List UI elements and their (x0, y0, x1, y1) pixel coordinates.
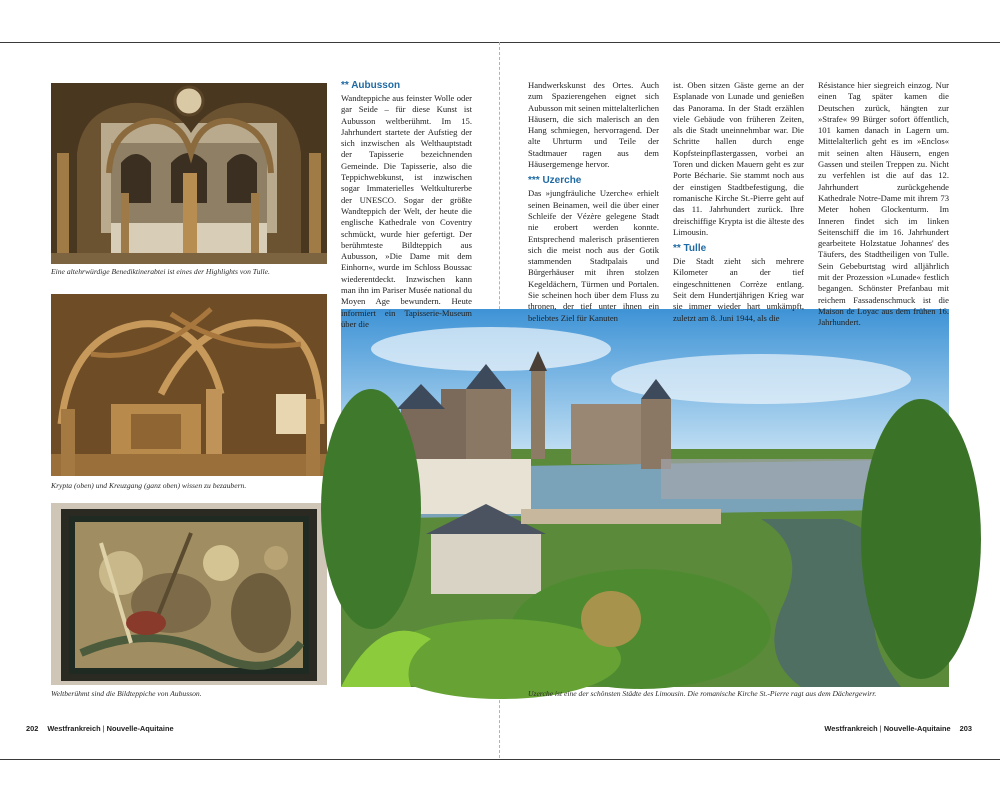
footer-left-section: Westfrankreich (47, 724, 101, 733)
footer-right-separator: | (877, 724, 884, 733)
footer-left-region: Nouvelle-Aquitaine (106, 724, 174, 733)
footer-left-separator: | (100, 724, 107, 733)
crypt-caption: Krypta (oben) und Kreuzgang (ganz oben) wissen zu bezaubern. (51, 481, 247, 490)
crypt-photo (51, 294, 327, 476)
page-number-left: 202 (26, 724, 39, 733)
aubusson-text: Wandteppiche aus feinster Wolle oder gar Seide – für diese Kunst ist Aubusson weltberühmt. Im 15. Jahrhundert startete der Aufstieg der sich inzwischen als Welthauptstadt der Tapisserie bezeichnenden Gemeinde. Die Tapisserie, also die Teppichwebkunst, ist inzwischen sogar Immaterielles Weltkulturerbe der UNESCO. Sogar der größte Wandteppich der Welt, der heute die englische Kathedrale von Coventry schmückt, wurde hier gefertigt. Der berühmteste Bildteppich aus Aubusson, »Die Dame mit dem Einhorn«, wurde im Schloss Boussac wiederentdeckt. Inzwischen kann man ihn im Pariser Musée national du Moyen Age bewundern. Heute informiert ein Tapisserie-Museum über die (341, 93, 472, 329)
uzerche-text: Das »jungfräuliche Uzerche« erhielt seinen Beinamen, weil die über einer Schleife der Vézère gelegene Stadt nie erobert werden konnte. Entsprechend malerisch präsentieren sich die meist noch aus der Gotik stammenden Stadtpalais und Bürgerhäuser mit ihren stolzen Kegeldächern, Türmen und Portalen. Sie scheinen hoch über dem Fluss zu thronen, der tief unter ihnen ein beliebtes Ziel für Kanuten (528, 188, 659, 323)
abbey-caption: Eine altehrwürdige Benediktinerabtei ist eines der Highlights von Tulle. (51, 267, 270, 276)
uzerche-heading: *** Uzerche (528, 175, 582, 187)
tulle-text: Die Stadt zieht sich mehrere Kilometer an der tief eingeschnittenen Corrèze entlang. Seit dem Hundertjährigen Krieg war sie immer wieder hart umkämpft, zuletzt am 8. Juni 1944, als die (673, 256, 804, 323)
tulle-column (673, 80, 804, 323)
uzerche-column (528, 80, 659, 323)
tulle-heading: ** Tulle (673, 243, 707, 255)
footer-right-region: Nouvelle-Aquitaine (883, 724, 951, 733)
footer-right (824, 724, 972, 733)
tulle-text-continued: Résistance hier siegreich einzog. Nur einen Tag später kamen die Deutschen zurück, hängten zur »Strafe« 99 Bürger sofort öffentlich, 101 kamen danach in Lagern um. Mittelalterlich geht es im »Enclos« mit seinen alten Häusern, engen Gassen und steilen Treppen zu. Nicht zu verfehlen ist die auf das 12. Jahrhundert zurückgehende Kathedrale Notre-Dame mit ihrem 73 Meter hohen Glockenturm. Im Inneren findet sich im linken Seitenschiff die im 16. Jahrhundert gearbeitete Holzstatue Johannes' des Täufers, des Stadtheiligen von Tulle. Sein Gebeburtstag wird alljährlich mit der Prozession »Lunade« festlich begangen. Schönster Prefanbau mit reichem Fassadenschmuck ist die Maison de Loyac aus dem frühen 16. Jahrhundert. (818, 80, 949, 328)
page-number-right: 203 (959, 724, 972, 733)
aubusson-text-continued: Handwerkskunst des Ortes. Auch zum Spazierengehen eignet sich Aubusson mit seinen mittelalterlichen Häusern, die sich malerisch an den Hang schmiegen, hervorragend. Der alte Uhrturm und Teile der Stadtmauer ragen aus dem Häusergemenge hervor. (528, 80, 659, 170)
uzerche-caption: Uzerche ist eine der schönsten Städte des Limousin. Die romanische Kirche St.-Pierre ragt aus dem Dächergewirr. (528, 689, 877, 698)
abbey-cloister-photo (51, 83, 327, 264)
tapestry-caption: Weltberühmt sind die Bildteppiche von Aubusson. (51, 689, 202, 698)
footer-left (26, 724, 174, 733)
tulle-column-continued (818, 80, 949, 328)
tapestry-photo (51, 503, 327, 685)
uzerche-photo (341, 309, 949, 687)
uzerche-text-continued: ist. Oben sitzen Gäste gerne an der Esplanade von Lunade und genießen das Panorama. In der Stadt erzählen viele Gebäude von früheren Zeiten, als die Stadt uneinnehmbar war. Die Schritte hallen durch enge Kopfsteinpflastergassen, vorbei an Toren und dicken Mauern geht es zur Porte Bécharie. Sie stammt noch aus der einstigen Stadtbefestigung, die romanische Kirche St.-Pierre geht auf das 11. Jahrhundert zurück. Ihre dreischiffige Krypta ist die älteste des Limousin. (673, 80, 804, 237)
footer-right-section: Westfrankreich (824, 724, 878, 733)
aubusson-heading: ** Aubusson (341, 80, 401, 91)
aubusson-column (341, 80, 472, 329)
